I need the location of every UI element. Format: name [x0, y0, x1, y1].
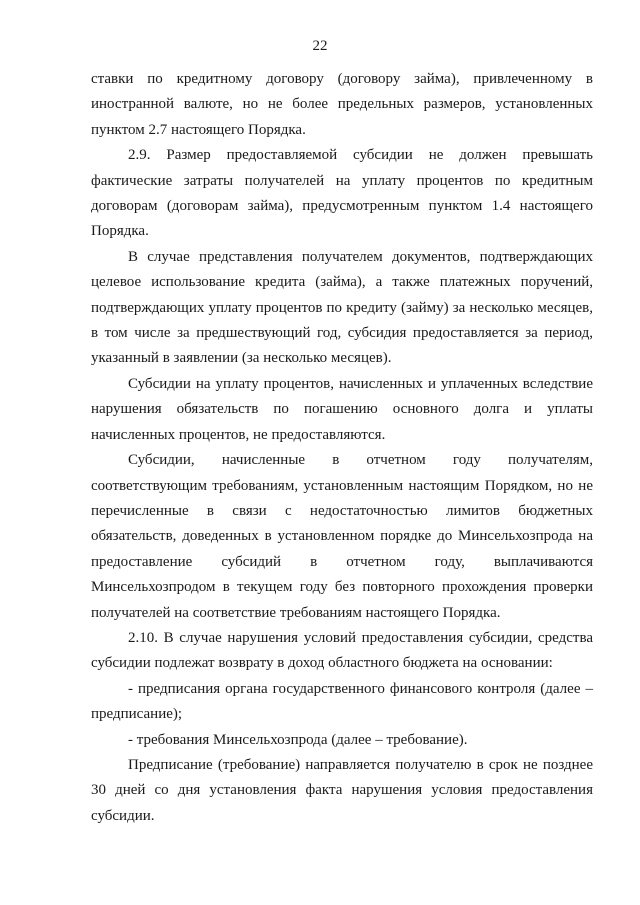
paragraph-notice-deadline: Предписание (требование) направляется получателю в срок не позднее 30 дней со дня установления факта нарушения условия предоставления субсидии. — [91, 756, 593, 824]
page-body — [91, 67, 593, 829]
paragraph-penalty-interest: Субсидии на уплату процентов, начисленных и уплаченных вследствие нарушения обязательств по погашению основного долга и уплаты начисленных процентов, не предоставляются. — [91, 375, 593, 443]
list-item-requirement: - требования Минсельхозпрода (далее – требование). — [128, 731, 468, 748]
paragraph-continuation: ставки по кредитному договору (договору займа), привлеченному в иностранной валюте, но не более предельных размеров, установленных пунктом 2.7 настоящего Порядка. — [91, 71, 593, 138]
paragraph-unpaid-subsidies: Субсидии, начисленные в отчетном году получателям, соответствующим требованиям, установленным настоящим Порядком, но не перечисленные в связи с недостаточностью лимитов бюджетных обязательств, доведенных в установленном порядке до Минсельхозпрода на предоставление субсидий в отчетном году, выплачиваются Минсельхозпродом в текущем году без повторного прохождения проверки получателей на соответствие требованиям настоящего Порядка. — [91, 452, 593, 621]
list-item-prescription: - предписания органа государственного финансового контроля (далее – предписание); — [91, 680, 593, 723]
paragraph-2-9: 2.9. Размер предоставляемой субсидии не должен превышать фактические затраты получателей на уплату процентов по кредитным договорам (договорам займа), предусмотренным пунктом 1.4 настоящего Порядка. — [91, 147, 593, 240]
paragraph-documents: В случае представления получателем документов, подтверждающих целевое использование кредита (займа), а также платежных поручений, подтверждающих уплату процентов по кредиту (займу) за несколько месяцев, в том числе за предшествующий год, субсидия предоставляется за период, указанный в заявлении (за несколько месяцев). — [91, 248, 593, 367]
paragraph-2-10: 2.10. В случае нарушения условий предоставления субсидии, средства субсидии подлежат возврату в доход областного бюджета на основании: — [91, 629, 593, 672]
page-number: 22 — [312, 38, 328, 54]
